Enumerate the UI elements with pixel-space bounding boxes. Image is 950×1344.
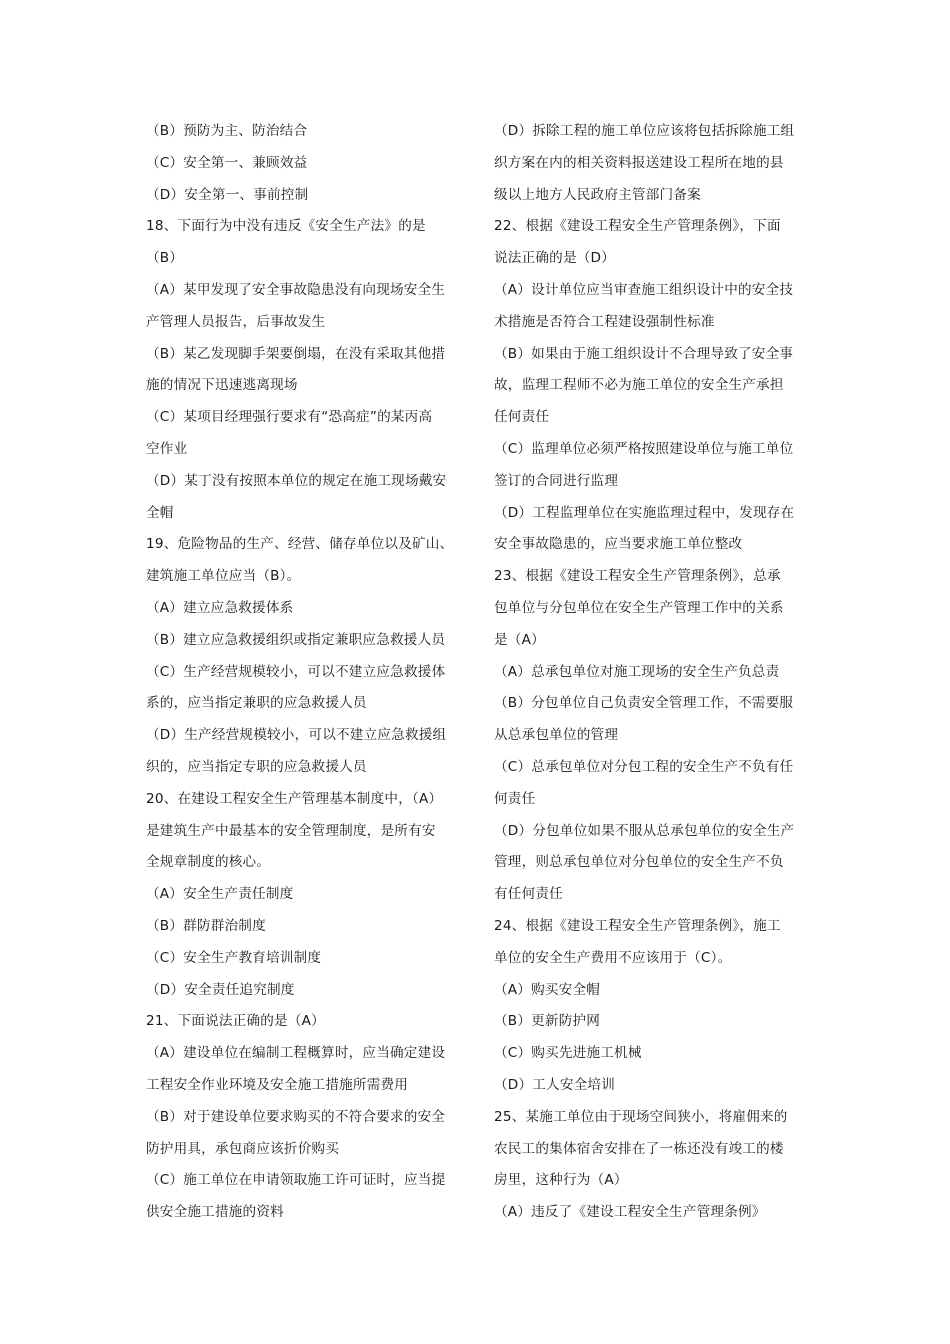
- left-column-line: （A）某甲发现了安全事故隐患没有向现场安全生: [146, 281, 446, 298]
- right-column-line: （A）违反了《建设工程安全生产管理条例》: [494, 1204, 766, 1221]
- right-column-line: 包单位与分包单位在安全生产管理工作中的关系: [494, 599, 784, 616]
- right-column-line: 24、根据《建设工程安全生产管理条例》，施工: [494, 917, 781, 934]
- left-column-line: （B）预防为主、防治结合: [146, 123, 308, 139]
- right-column-line: （D）工程监理单位在实施监理过程中，发现存在: [494, 504, 795, 521]
- left-column-line: （B）对于建设单位要求购买的不符合要求的安全: [146, 1108, 446, 1125]
- left-column-line: 20、在建设工程安全生产管理基本制度中，（A）: [146, 790, 443, 807]
- right-column-line: （A）设计单位应当审查施工组织设计中的安全技: [494, 281, 794, 298]
- left-column-line: 系的，应当指定兼职的应急救援人员: [146, 695, 367, 712]
- left-column-line: 19、危险物品的生产、经营、储存单位以及矿山、: [146, 536, 454, 553]
- right-column-line: 织方案在内的相关资料报送建设工程所在地的县: [494, 154, 784, 171]
- left-column-line: （D）安全第一、事前控制: [146, 186, 309, 203]
- right-column-line: 任何责任: [494, 409, 550, 426]
- left-column-line: （C）安全生产教育培训制度: [146, 949, 322, 966]
- right-column-line: 房里，这种行为（A）: [494, 1172, 628, 1189]
- right-column-line: （C）监理单位必须严格按照建设单位与施工单位: [494, 440, 794, 457]
- left-column-line: （D）安全责任追究制度: [146, 981, 295, 998]
- left-column-line: （C）安全第一、兼顾效益: [146, 154, 308, 171]
- left-column-line: 织的，应当指定专职的应急救援人员: [146, 758, 367, 775]
- right-column-line: （A）总承包单位对施工现场的安全生产负总责: [494, 663, 780, 680]
- left-column-line: （A）建设单位在编制工程概算时，应当确定建设: [146, 1045, 446, 1062]
- left-column-line: （C）施工单位在申请领取施工许可证时，应当提: [146, 1172, 446, 1189]
- right-column-line: 是（A）: [494, 631, 545, 648]
- left-column-line: 建筑施工单位应当（B）。: [146, 568, 301, 585]
- right-column-line: 管理，则总承包单位对分包单位的安全生产不负: [494, 854, 784, 871]
- left-column-line: 是建筑生产中最基本的安全管理制度，是所有安: [146, 822, 436, 839]
- left-column-line: 全规章制度的核心。: [146, 854, 271, 871]
- right-column-line: 22、根据《建设工程安全生产管理条例》，下面: [494, 218, 781, 235]
- left-column-line: 防护用具，承包商应该折价购买: [146, 1140, 340, 1157]
- right-column-line: （A）购买安全帽: [494, 981, 601, 998]
- left-column-line: 18、下面行为中没有违反《安全生产法》的是: [146, 218, 426, 235]
- right-column-line: 23、根据《建设工程安全生产管理条例》，总承: [494, 568, 781, 585]
- left-column-line: 供安全施工措施的资料: [146, 1204, 284, 1221]
- right-column-line: 签订的合同进行监理: [494, 472, 619, 489]
- right-column-line: 术措施是否符合工程建设强制性标准: [494, 313, 715, 330]
- left-column-line: 空作业: [146, 440, 188, 457]
- left-column-line: （B）某乙发现脚手架要倒塌，在没有采取其他措: [146, 345, 446, 362]
- left-column-line: （B）群防群治制度: [146, 917, 266, 934]
- left-column-line: （A）安全生产责任制度: [146, 886, 294, 903]
- right-column-line: 有任何责任: [494, 886, 563, 903]
- left-column-line: 产管理人员报告，后事故发生: [146, 313, 326, 330]
- right-column-line: 单位的安全生产费用不应该用于（C）。: [494, 949, 732, 966]
- left-column-line: （D）某丁没有按照本单位的规定在施工现场戴安: [146, 472, 447, 489]
- left-column-line: （C）生产经营规模较小，可以不建立应急救援体: [146, 663, 446, 680]
- right-column-line: 农民工的集体宿舍安排在了一栋还没有竣工的楼: [494, 1140, 784, 1157]
- right-column-line: 从总承包单位的管理: [494, 727, 619, 744]
- left-column-line: （B）建立应急救援组织或指定兼职应急救援人员: [146, 631, 446, 648]
- right-column-line: 说法正确的是（D）: [494, 250, 616, 267]
- left-column-line: 全帽: [146, 504, 174, 521]
- right-column-line: （D）拆除工程的施工单位应该将包括拆除施工组: [494, 123, 795, 139]
- left-text-column: [146, 116, 464, 1229]
- right-column-line: 25、某施工单位由于现场空间狭小，将雇佣来的: [494, 1108, 788, 1125]
- right-column-line: 何责任: [494, 790, 536, 807]
- right-column-line: （C）总承包单位对分包工程的安全生产不负有任: [494, 758, 794, 775]
- right-column-line: （D）工人安全培训: [494, 1076, 616, 1093]
- left-column-line: 施的情况下迅速逃离现场: [146, 377, 298, 394]
- right-column-line: （B）分包单位自己负责安全管理工作，不需要服: [494, 695, 794, 712]
- right-column-line: （C）购买先进施工机械: [494, 1045, 642, 1062]
- left-column-line: （B）: [146, 250, 184, 267]
- right-column-line: （B）如果由于施工组织设计不合理导致了安全事: [494, 345, 794, 362]
- left-column-line: （A）建立应急救援体系: [146, 599, 294, 616]
- right-column-line: （B）更新防护网: [494, 1013, 601, 1030]
- left-column-line: 工程安全作业环境及安全施工措施所需费用: [146, 1076, 409, 1093]
- right-column-line: （D）分包单位如果不服从总承包单位的安全生产: [494, 822, 795, 839]
- right-text-column: [494, 116, 812, 1229]
- right-column-line: 安全事故隐患的，应当要求施工单位整改: [494, 536, 743, 553]
- left-column-line: （D）生产经营规模较小，可以不建立应急救援组: [146, 727, 447, 744]
- right-column-line: 故，监理工程师不必为施工单位的安全生产承担: [494, 377, 784, 394]
- left-column-line: （C）某项目经理强行要求有“恐高症”的某丙高: [146, 409, 433, 426]
- right-column-line: 级以上地方人民政府主管部门备案: [494, 186, 701, 203]
- left-column-line: 21、下面说法正确的是（A）: [146, 1013, 325, 1030]
